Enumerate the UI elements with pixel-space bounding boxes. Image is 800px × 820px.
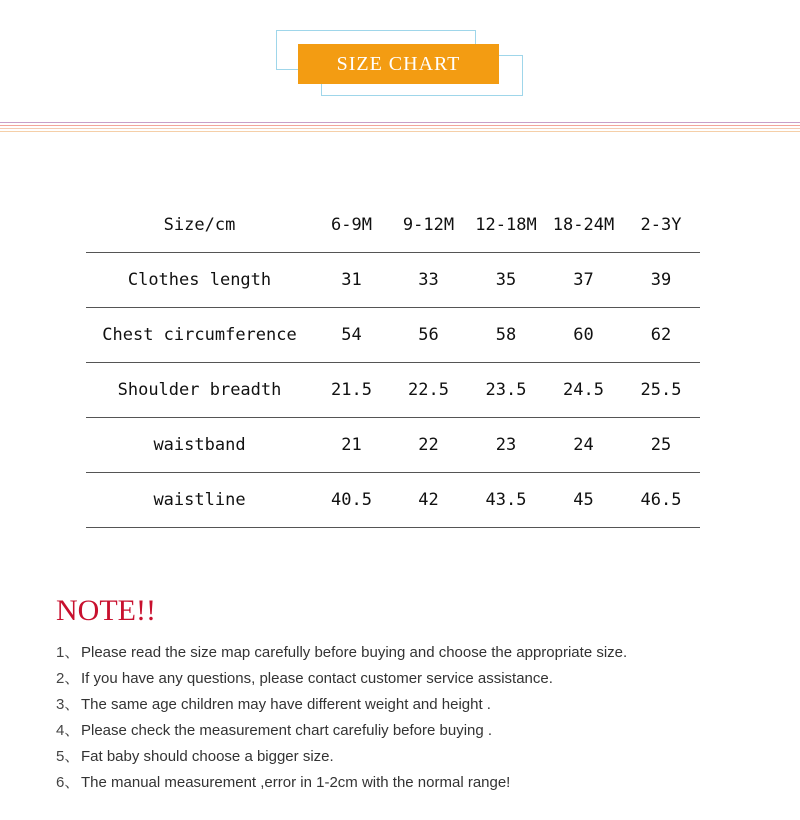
column-header: 12-18M: [467, 198, 545, 253]
column-header: 6-9M: [313, 198, 390, 253]
table-cell: 23: [467, 418, 545, 473]
table-cell: 23.5: [467, 363, 545, 418]
table-cell: 58: [467, 308, 545, 363]
size-chart-banner: [298, 44, 499, 84]
table-cell: 43.5: [467, 473, 545, 528]
column-header: 2-3Y: [622, 198, 700, 253]
note-number: 3、: [56, 696, 80, 713]
table-cell: 24.5: [545, 363, 622, 418]
table-row: [86, 473, 700, 528]
list-item: [56, 667, 627, 693]
note-number: 6、: [56, 774, 80, 791]
table-row: [86, 363, 700, 418]
page-title: SIZE CHART: [336, 52, 461, 75]
note-text: Please check the measurement chart carefuliy before buying .: [81, 722, 493, 739]
size-table: [86, 198, 700, 528]
table-cell: 21: [313, 418, 390, 473]
table-cell: 35: [467, 253, 545, 308]
table-cell: 42: [390, 473, 467, 528]
list-item: [56, 719, 627, 745]
row-label: Shoulder breadth: [86, 363, 313, 418]
table-cell: 25: [622, 418, 700, 473]
table-cell: 37: [545, 253, 622, 308]
table-row: [86, 253, 700, 308]
note-text: The same age children may have different weight and height .: [81, 696, 491, 713]
note-text: If you have any questions, please contact customer service assistance.: [81, 670, 553, 687]
divider-stripe: [0, 125, 800, 126]
note-number: 4、: [56, 722, 80, 739]
note-number: 5、: [56, 748, 80, 765]
row-label: Clothes length: [86, 253, 313, 308]
table-cell: 33: [390, 253, 467, 308]
row-label: Chest circumference: [86, 308, 313, 363]
table-cell: 62: [622, 308, 700, 363]
note-text: Fat baby should choose a bigger size.: [81, 748, 334, 765]
note-number: 2、: [56, 670, 80, 687]
table-cell: 46.5: [622, 473, 700, 528]
note-text: The manual measurement ,error in 1-2cm with the normal range!: [81, 774, 511, 791]
table-cell: 21.5: [313, 363, 390, 418]
table-row: [86, 308, 700, 363]
table-cell: 45: [545, 473, 622, 528]
column-header: 9-12M: [390, 198, 467, 253]
header-divider-stripes: [0, 122, 800, 132]
note-title: NOTE!!: [56, 594, 156, 627]
list-item: [56, 745, 627, 771]
table-row: [86, 418, 700, 473]
table-cell: 22.5: [390, 363, 467, 418]
list-item: [56, 771, 627, 797]
table-cell: 54: [313, 308, 390, 363]
note-text: Please read the size map carefully before buying and choose the appropriate size.: [81, 644, 628, 661]
divider-stripe: [0, 122, 800, 123]
table-cell: 24: [545, 418, 622, 473]
column-header: Size/cm: [86, 198, 313, 253]
divider-stripe: [0, 131, 800, 132]
note-list: [56, 641, 627, 797]
row-label: waistline: [86, 473, 313, 528]
note-number: 1、: [56, 644, 80, 661]
list-item: [56, 641, 627, 667]
table-cell: 25.5: [622, 363, 700, 418]
table-cell: 60: [545, 308, 622, 363]
table-header-row: [86, 198, 700, 253]
table-cell: 22: [390, 418, 467, 473]
table-cell: 31: [313, 253, 390, 308]
table-cell: 40.5: [313, 473, 390, 528]
table-cell: 56: [390, 308, 467, 363]
row-label: waistband: [86, 418, 313, 473]
column-header: 18-24M: [545, 198, 622, 253]
list-item: [56, 693, 627, 719]
divider-stripe: [0, 128, 800, 129]
table-cell: 39: [622, 253, 700, 308]
